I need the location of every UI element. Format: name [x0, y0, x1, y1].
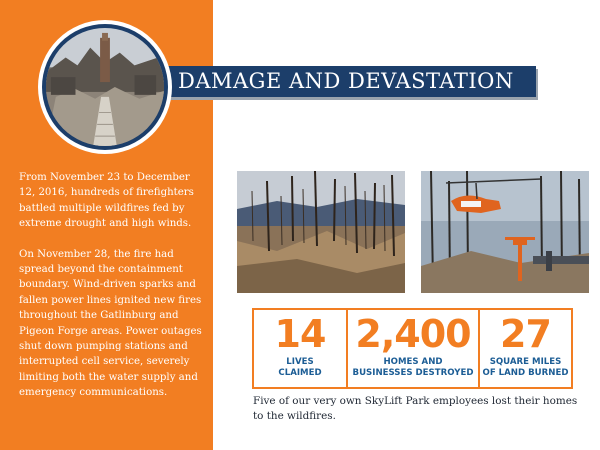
stat-land	[478, 310, 571, 387]
stat-label	[483, 357, 569, 379]
stat-label-line: BUSINESSES DESTROYED	[352, 368, 474, 378]
stats-panel	[252, 308, 573, 389]
stat-value: 27	[500, 312, 551, 356]
stat-label-line: CLAIMED	[278, 368, 322, 378]
stat-value: 14	[274, 312, 326, 356]
helicopter-photo	[421, 171, 589, 293]
stat-label	[353, 357, 474, 379]
stat-label-line: SQUARE MILES	[489, 357, 562, 367]
stat-label-line: OF LAND BURNED	[482, 368, 569, 378]
footnote: Five of our very own SkyLift Park employees lost their homes to the wildfires.	[253, 395, 578, 422]
burned-house-photo-circle	[38, 20, 172, 154]
stat-label	[278, 357, 321, 379]
stat-label-line: HOMES AND	[383, 357, 443, 367]
stat-label-line: LIVES	[286, 357, 314, 367]
sidebar-paragraph-1: From November 23 to December 12, 2016, hundreds of firefighters battled multiple wildfires fed by extreme drought and high winds.	[19, 172, 194, 230]
stat-value: 2,400	[355, 312, 471, 356]
burned-house-photo	[46, 28, 164, 146]
sidebar-paragraph-2: On November 28, the fire had spread beyond the containment boundary. Wind-driven sparks and fallen power lines ignited new fires throughout the Gatlinburg and Pigeon Forge areas. Power outages shut down pumping stations and interrupted cell service, severely limiting both the water supply and emergency communications.	[19, 248, 202, 399]
stat-lives	[254, 310, 346, 387]
sidebar-text	[19, 170, 205, 416]
stat-homes	[346, 310, 478, 387]
burned-forest-photo	[237, 171, 405, 293]
page-title: DAMAGE AND DEVASTATION	[178, 69, 514, 93]
